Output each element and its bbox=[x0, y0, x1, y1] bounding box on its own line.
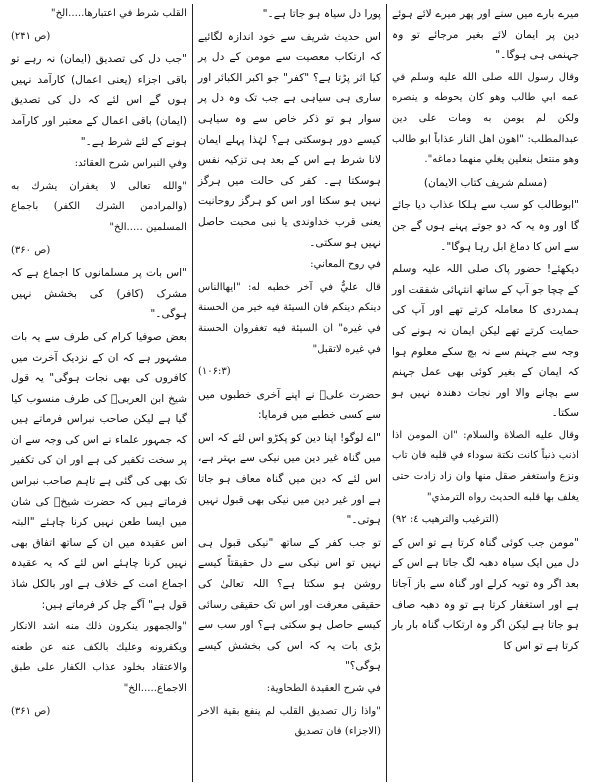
arabic-quote: "والجمهور ينكرون ذلك منه اشد الانكار ويكفرونه وعليك بالكف عنه عن طعنه والاعتقاد بخلود عذاب الكفار على طبق الاجماع.....الخ" bbox=[11, 621, 187, 694]
column-right bbox=[387, 4, 584, 782]
paragraph: حضرت علیؓ نے اپنے آخری خطبوں میں سے کسی خطبے میں فرمایا: bbox=[198, 388, 381, 422]
paragraph: "جب دل کی تصدیق (ایمان) نہ رہے تو باقی اجزاء (یعنی اعمال) کارآمد نہیں ہوں گے اس لئے کہ دل کی تصدیق (ایمان) باقی اعمال کے معتبر اور کارآمد ہونے کے لئے شرط ہے۔" bbox=[11, 53, 187, 148]
paragraph: "ابوطالب کو سب سے ہلکا عذاب دیا جائے گا اور وہ یہ کہ دو جوتے پہنے ہوں گے جن سے اس کا دماغ ابل رہا ہوگا"۔ bbox=[392, 199, 579, 253]
citation: (۱۰۶:۳) bbox=[198, 366, 231, 378]
source-heading: في روح المعاني: bbox=[310, 259, 381, 271]
paragraph: پورا دل سیاہ ہو جاتا ہے۔" bbox=[262, 8, 381, 20]
column-middle bbox=[192, 4, 387, 782]
text-columns bbox=[6, 4, 584, 782]
citation: (ص ۳۶۱) bbox=[11, 705, 51, 717]
arabic-quote: قال عليٌّ في آخر خطبه له: "ايهاالناس دينكم دينكم فان السيئة فيه خير من الحسنة في غيره" ان السيئة فيه تغفروان الحسنة في غيره لاتقبل" bbox=[198, 281, 381, 355]
paragraph: تو جب کفر کے ساتھ "نیکی قبول ہی نہیں تو اس نیکی سے دل حقیقتاً کیسے روشن ہو سکتا ہے؟ اللہ تعالیٰ کی حقیقی معرفت اور اس تک حقیقی رسائی کیسے حاصل ہو سکتی ہے؟ اور سب سے بڑی بات یہ کہ اس کی بخشش کیسے ہوگی؟" bbox=[198, 536, 381, 673]
paragraph: "مومن جب کوئی گناہ کرتا ہے تو اس کے دل میں ایک سیاہ دھبہ لگ جاتا ہے اس کے بعد اگر وہ توبہ کرلے اور گناہ سے باز آجاتا ہے اور استغفار کرتا ہے تو وہ دھبہ صاف ہو جاتا ہے لیکن اگر وہ ارتکاب گناہ بار بار کرتا ہے تو اس کا bbox=[392, 536, 579, 652]
arabic-quote: "واذا زال تصديق القلب لم ينفع بقية الاخر (الاجزاء) فان تصديق bbox=[198, 705, 381, 738]
paragraph: اس حدیث شریف سے خود اندازہ لگائیے کہ ارتکاب معصیت سے مومن کے دل پر کیا اثر پڑتا ہے؟ "کفر" جو اکبر الکبائر اور ساری ہی سیاہی ہے جب تک وہ دل پر سوار ہو تو ذکر خاص سے وہ سیاہی کیسے دور ہوسکتی ہے؟ لہٰذا پہلے ایمان لانا شرط ہے اس کے بعد ہی تزکیہ نفس ہوسکتا ہے۔ کفر کی حالت میں ہرگز نہیں ہو سکتا اور اس کو ہرگز روحانیت یعنی قرب خداوندی یا نبی محبت حاصل نہیں ہو سکتی۔ bbox=[198, 30, 381, 249]
column-left bbox=[6, 4, 192, 782]
arabic-quote: "والله تعالى لا يغفران يشرك به (والمرادمن الشرك الكفر) باجماع المسلمين .....الخ" bbox=[11, 180, 187, 233]
paragraph: میرے بارے میں سنے اور پھر میرے لائے ہوئے دین پر ایمان لائے بغیر مرجائے تو وہ جہنمی ہی ہوگا۔" bbox=[392, 8, 579, 62]
paragraph: "اے لوگو! اپنا دین کو پکڑو اس لئے کہ اس میں گناہ غیر دین میں نیکی سے بہتر ہے، اس لئے کہ دین میں گناہ معاف ہو جاتا ہے اور غیر دین میں نیکی بھی قبول نہیں ہوتی۔" bbox=[198, 431, 381, 527]
citation: (مسلم شریف کتاب الایمان) bbox=[423, 176, 548, 189]
citation: (ص ۳۶۰) bbox=[11, 244, 51, 256]
arabic-quote: القلب شرط في اعتبارها.....الخ" bbox=[50, 8, 187, 19]
paragraph: دیکھئے! حضور پاک صلی اللہ علیہ وسلم کے چچا جو آپ کے ساتھ انتہائی شفقت اور ہمدردی کا معاملہ کرتے تھے اور آپ کی حمایت کرتے تھے لیکن ایمان نہ ہونے کی وجہ سے جہنم سے نہ بچ سکے معلوم ہوا کہ ایمان کے بغیر کوئی بھی عمل جہنم سے بچانے والا اور نجات دھندہ نہیں ہو سکتا۔ bbox=[392, 263, 579, 420]
citation: (ص ۲۴۱) bbox=[11, 30, 51, 42]
arabic-hadith: وقال عليه الصلاة والسلام: "ان المومن اذا اذنب ذنباً كانت نكتة سوداء في قلبه فان تاب ونزع واستغفر صقل منها وان زاد زادت حتى يغلف بها قلبه الحديث رواه الترمذي" bbox=[392, 429, 579, 503]
paragraph: بعض صوفیا کرام کی طرف سے یہ بات مشہور ہے کہ ان کے نزدیک آخرت میں کافروں کی بھی نجات ہوگی" یہ قول شیخ ابن العربیؒ کی طرف منسوب کیا گیا ہے لیکن صاحب نبراس فرماتے ہیں کہ جمہور علماء نے اس کی وجہ سے ان پر سخت تکفیر کی ہے اور ان کی تکفیر تک بھی کی گئی ہے تاہم صاحب نبراس فرماتے ہیں کہ حضرت شیخؒ کی شان میں ایسا طعن نہیں کرنا چاہئے "البتہ اس عقیدہ میں ان کے ساتھ اتفاق بھی نہیں کرنا چاہئے اس لئے کہ یہ عقیدہ اجماع امت کے خلاف ہے اور بالکل شاذ قول ہے" آگے چل کر فرماتے ہیں: bbox=[11, 330, 187, 611]
source-heading: وفي النبراس شرح العقائد: bbox=[74, 158, 187, 170]
source-heading: في شرح العقيدة الطحاوية: bbox=[266, 683, 381, 694]
citation: (الترغيب والترهيب ٤: ٩٢) bbox=[392, 514, 499, 526]
arabic-hadith: وقال رسول الله صلى الله عليه وسلم في عمه ابي طالب وهو كان يحوطه و ينصره ولكن لم يومن به ومات على دين عبدالمطلب: "اهون اهل النار عذاباً ابو طالب وهو منتعل بنعلين يغلي منهما دماغه". bbox=[392, 71, 579, 166]
paragraph: "اس بات پر مسلمانوں کا اجماع ہے کہ مشرک (کافر) کی بخشش نہیں ہوگی۔" bbox=[11, 267, 187, 321]
